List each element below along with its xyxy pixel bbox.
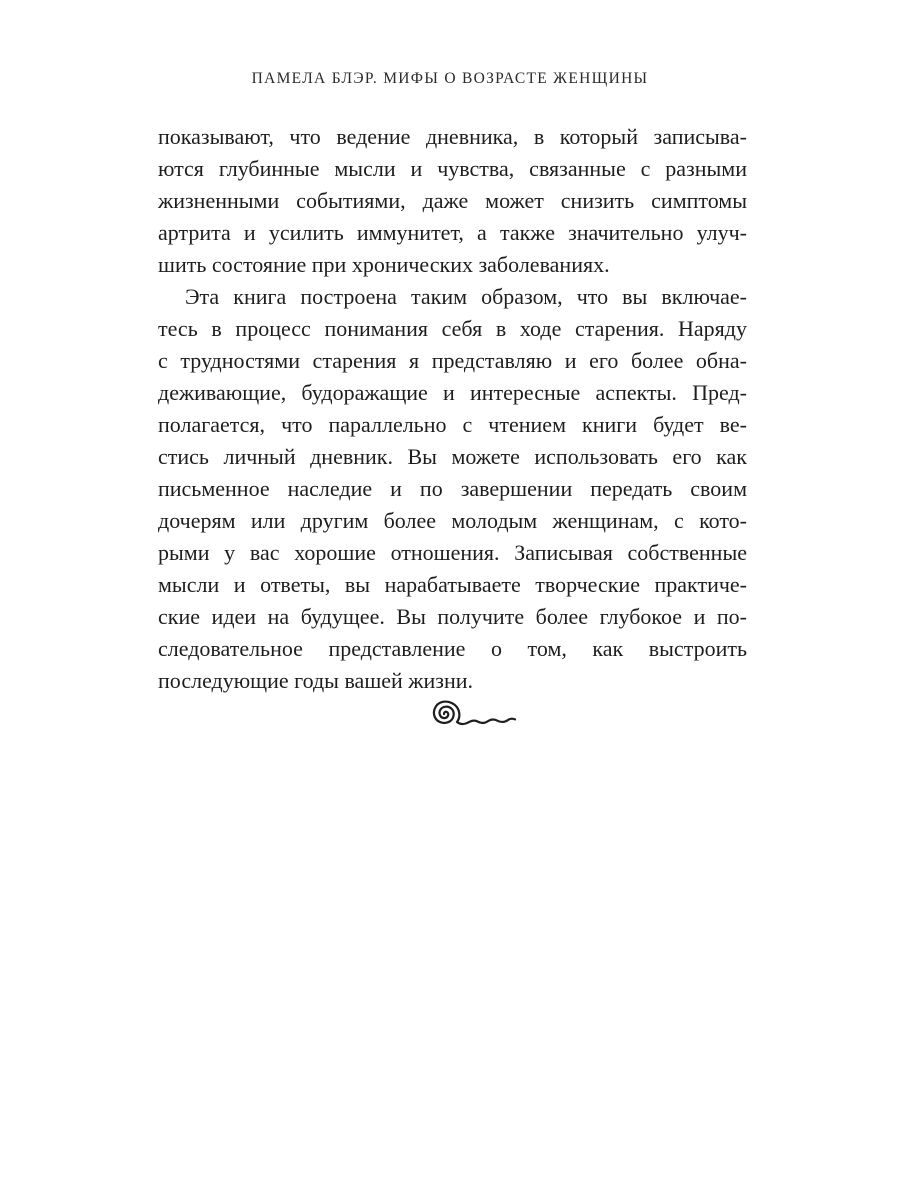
body-text bbox=[158, 121, 747, 697]
text-line: дочерям или другим более молодым женщинам, с кото- bbox=[158, 508, 747, 533]
text-line: ские идеи на будущее. Вы получите более глубокое и по- bbox=[158, 604, 747, 629]
text-line: полагается, что параллельно с чтением книги будет ве- bbox=[158, 412, 747, 437]
text-line: мысли и ответы, вы нарабатываете творческие практиче- bbox=[158, 572, 747, 597]
text-line: показывают, что ведение дневника, в который записыва- bbox=[158, 124, 747, 149]
text-line: с трудностями старения я представляю и его более обна- bbox=[158, 348, 747, 373]
paragraph-1 bbox=[158, 121, 747, 281]
spiral-swirl-ornament-icon bbox=[424, 694, 520, 734]
text-line: шить состояние при хронических заболеваниях. bbox=[158, 252, 610, 277]
text-line: деживающие, будоражащие и интересные аспекты. Пред- bbox=[158, 380, 747, 405]
running-head: ПАМЕЛА БЛЭР. МИФЫ О ВОЗРАСТЕ ЖЕНЩИНЫ bbox=[251, 70, 649, 87]
text-line: Эта книга построена таким образом, что вы включае- bbox=[185, 284, 747, 309]
text-line: тесь в процесс понимания себя в ходе старения. Наряду bbox=[158, 316, 747, 341]
text-line: рыми у вас хорошие отношения. Записывая собственные bbox=[158, 540, 747, 565]
text-line: стись личный дневник. Вы можете использовать его как bbox=[158, 444, 747, 469]
paragraph-2 bbox=[158, 281, 747, 697]
text-line: ются глубинные мысли и чувства, связанные с разными bbox=[158, 156, 747, 181]
text-line: артрита и усилить иммунитет, а также значительно улуч- bbox=[158, 220, 747, 245]
text-line: письменное наследие и по завершении передать своим bbox=[158, 476, 747, 501]
text-line: следовательное представление о том, как выстроить bbox=[158, 636, 747, 661]
text-line: жизненными событиями, даже может снизить симптомы bbox=[158, 188, 747, 213]
text-line: последующие годы вашей жизни. bbox=[158, 668, 474, 693]
